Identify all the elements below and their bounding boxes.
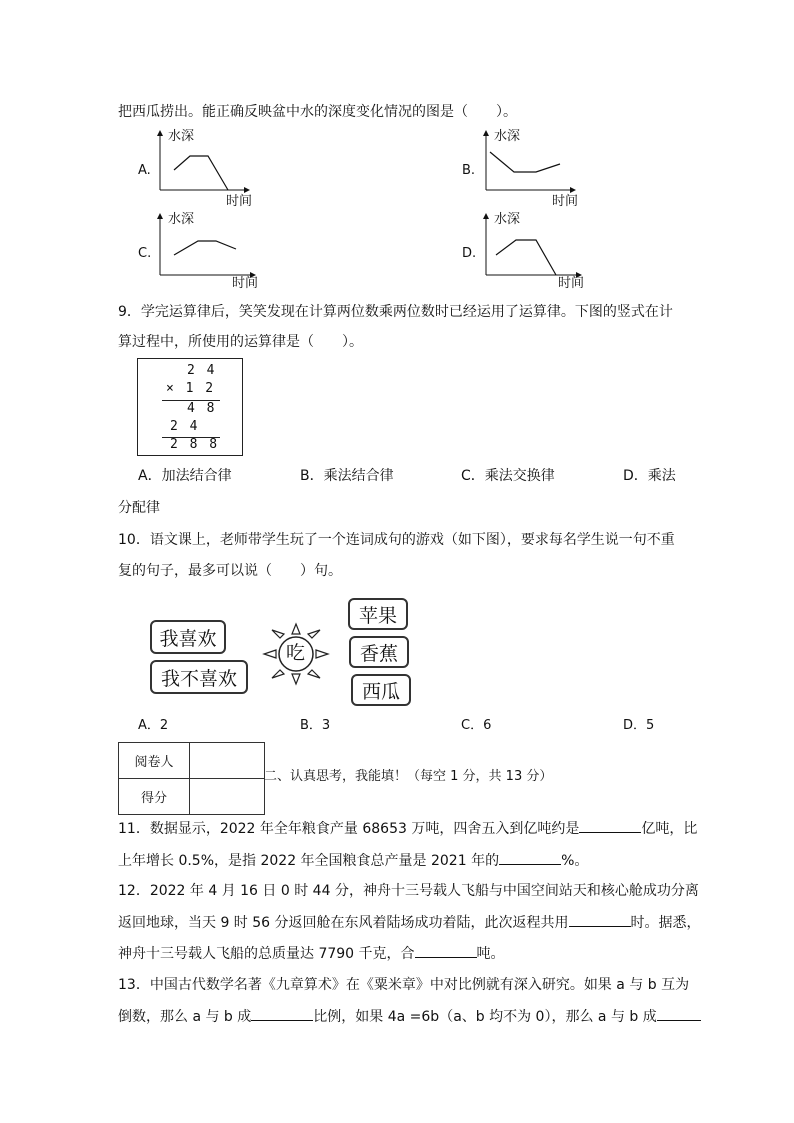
vertical-multiplication-box xyxy=(137,358,243,456)
q13-line-1: 13．中国古代数学名著《九章算术》在《粟米章》中对比例就有深入研究。如果 a 与 b 互为 xyxy=(118,977,690,993)
q13-line-2-mid: 比例，如果 4a =6b（a、b 均不为 0），那么 a 与 b 成 xyxy=(313,1009,657,1025)
q12-blank-1[interactable] xyxy=(569,912,631,927)
q9-option-a: A．加法结合律 xyxy=(138,468,232,484)
sun-center-word: 吃 xyxy=(286,642,306,664)
vertical-row-4: 2 4 xyxy=(170,419,200,434)
q13-blank-1[interactable] xyxy=(251,1006,313,1021)
q12-line-2 xyxy=(118,912,701,933)
word-box-i-like: 我喜欢 xyxy=(150,620,226,654)
vertical-row-1: 2 4 xyxy=(187,363,217,378)
score-label: 得分 xyxy=(119,779,190,815)
q8-tail-text: 把西瓜捞出。能正确反映盆中水的深度变化情况的图是（ ）。 xyxy=(118,104,517,120)
q11-blank-1[interactable] xyxy=(579,818,641,833)
q13-blank-2[interactable] xyxy=(657,1006,701,1021)
q11-blank-2[interactable] xyxy=(499,850,561,865)
word-box-banana: 香蕉 xyxy=(349,636,409,668)
q9-option-d: D．乘法 xyxy=(623,468,676,484)
q8-option-c-label: C. xyxy=(138,246,152,261)
q11-line-2-end: %。 xyxy=(561,853,589,869)
section-2-title: 二、认真思考，我能填！（每空 1 分，共 13 分） xyxy=(264,769,553,784)
q9-option-b: B．乘法结合律 xyxy=(300,468,394,484)
q8-option-b-label: B. xyxy=(462,163,476,178)
word-box-watermelon: 西瓜 xyxy=(351,674,411,706)
q8-graph-d-ylabel: 水深 xyxy=(494,212,521,227)
q10-option-d: D．5 xyxy=(623,718,655,733)
q13-line-2 xyxy=(118,1006,701,1027)
reviewer-cell[interactable] xyxy=(190,743,265,779)
score-table xyxy=(118,742,265,815)
q9-option-c: C．乘法交换律 xyxy=(461,468,555,484)
q10-option-b: B．3 xyxy=(300,718,331,733)
q10-line-1: 10．语文课上，老师带学生玩了一个连词成句的游戏（如下图），要求每名学生说一句不重 xyxy=(118,532,675,548)
q11-line-1-text: 11．数据显示，2022 年全年粮食产量 68653 万吨，四舍五入到亿吨约是 xyxy=(118,821,580,837)
word-box-i-dont-like: 我不喜欢 xyxy=(150,660,248,694)
q8-graph-a-ylabel: 水深 xyxy=(168,129,195,144)
q9-line-1: 9．学完运算律后，笑笑发现在计算两位数乘两位数时已经运用了运算律。下图的竖式在计 xyxy=(118,304,673,320)
q12-blank-2[interactable] xyxy=(415,943,477,958)
q8-graph-b-ylabel: 水深 xyxy=(494,129,521,144)
q9-option-d-wrap: 分配律 xyxy=(118,500,160,516)
q11-line-2 xyxy=(118,850,588,871)
q13-line-2-text: 倒数，那么 a 与 b 成 xyxy=(118,1009,252,1025)
reviewer-label: 阅卷人 xyxy=(119,743,190,779)
vertical-row-5: 2 8 8 xyxy=(170,437,220,452)
q8-graph-c-xlabel: 时间 xyxy=(232,276,259,291)
vertical-row-3: 4 8 xyxy=(187,401,217,416)
q8-graph-a-xlabel: 时间 xyxy=(226,194,253,209)
q12-line-2-text: 返回地球，当天 9 时 56 分返回舱在东风着陆场成功着陆，此次返程共用 xyxy=(118,915,569,931)
q11-line-1 xyxy=(118,818,697,839)
q12-line-2-end: 时。据悉， xyxy=(630,915,701,931)
q12-line-3 xyxy=(118,943,505,964)
q9-line-2: 算过程中，所使用的运算律是（ ）。 xyxy=(118,334,363,350)
q12-line-3-end: 吨。 xyxy=(476,946,505,962)
q10-option-c: C．6 xyxy=(461,718,492,733)
word-box-apple: 苹果 xyxy=(348,598,408,630)
q12-line-1: 12．2022 年 4 月 16 日 0 时 44 分，神舟十三号载人飞船与中国空间站天和核心舱成功分离 xyxy=(118,883,699,899)
score-cell[interactable] xyxy=(190,779,265,815)
q8-option-a-label: A. xyxy=(138,163,151,178)
q11-line-2-text: 上年增长 0.5%，是指 2022 年全国粮食总产量是 2021 年的 xyxy=(118,853,500,869)
q8-option-d-label: D. xyxy=(462,246,477,261)
vertical-row-2: × 1 2 xyxy=(166,381,216,396)
q8-graph-c-ylabel: 水深 xyxy=(168,212,195,227)
q8-graph-d-xlabel: 时间 xyxy=(558,276,585,291)
q11-line-1-end: 亿吨，比 xyxy=(641,821,698,837)
q10-line-2: 复的句子，最多可以说（ ）句。 xyxy=(118,563,342,579)
q8-graph-b-xlabel: 时间 xyxy=(552,194,579,209)
q12-line-3-text: 神舟十三号载人飞船的总质量达 7790 千克，合 xyxy=(118,946,415,962)
q10-option-a: A．2 xyxy=(138,718,169,733)
